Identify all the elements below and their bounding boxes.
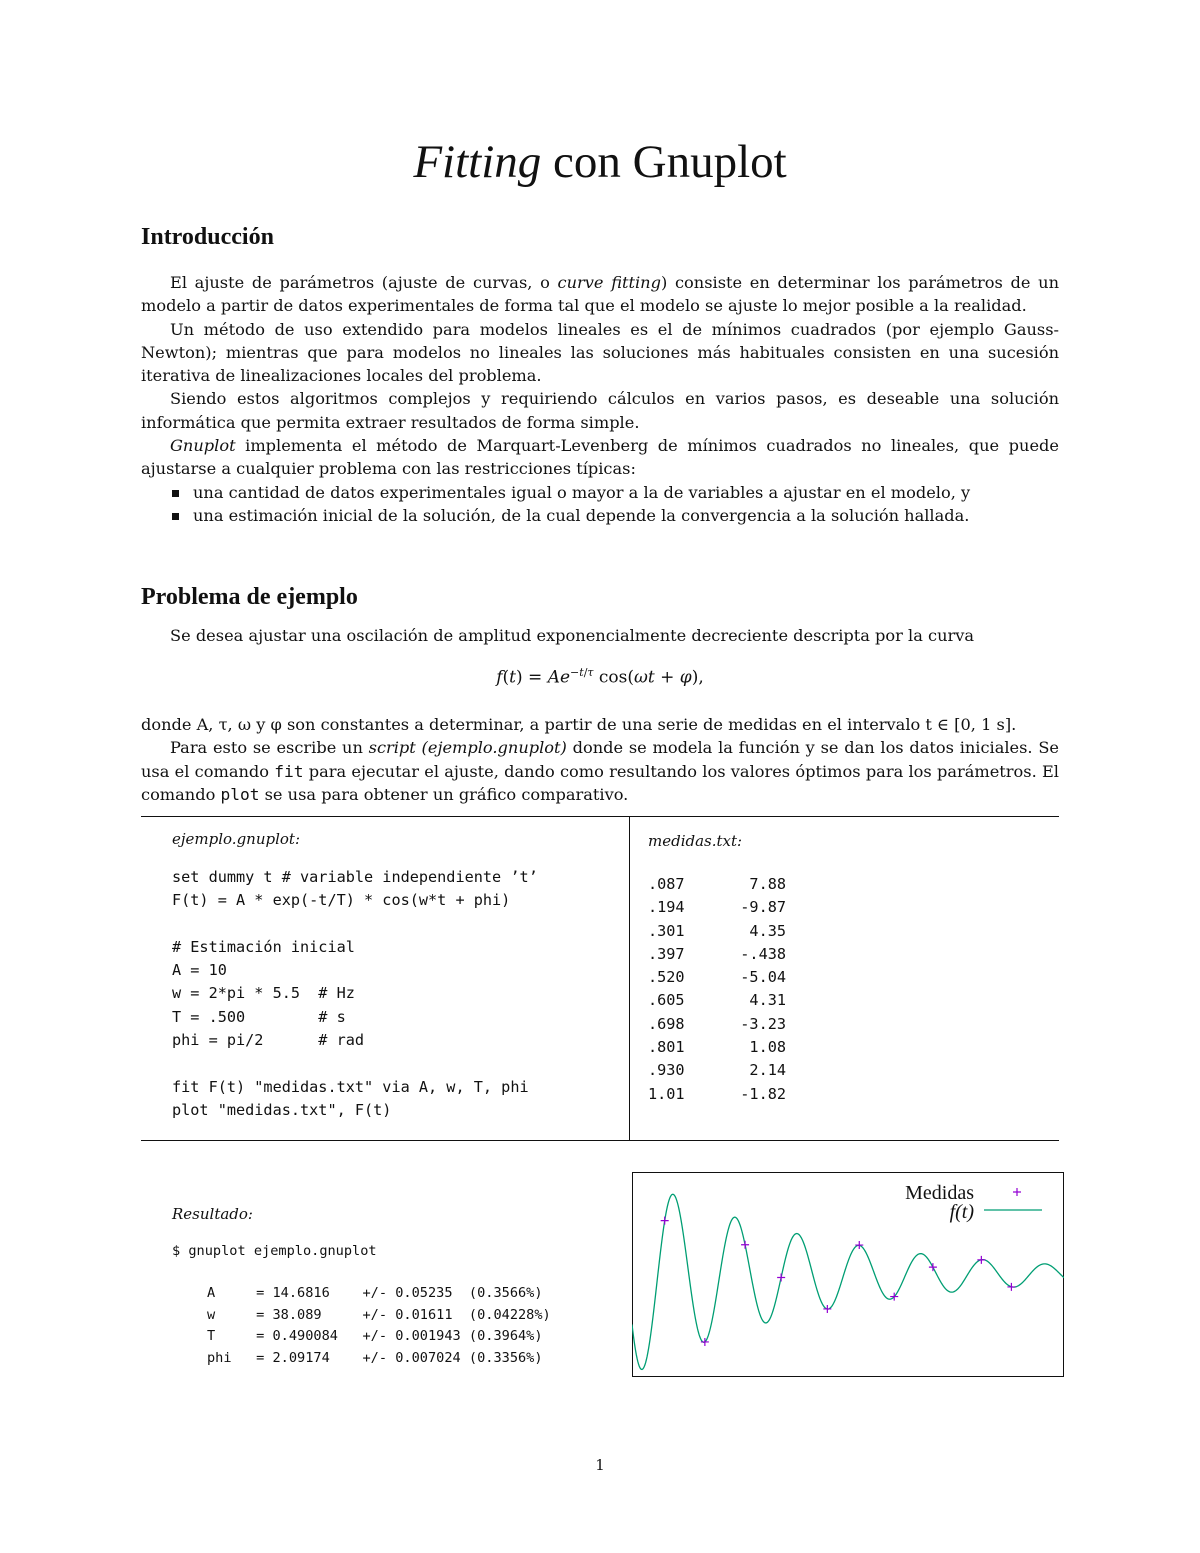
value-cell: 4.35 — [749, 921, 786, 940]
bullet-item: una estimación inicial de la solución, de la cual depende la convergencia a la solución hallada. — [141, 504, 1059, 527]
value-cell: 2.14 — [749, 1061, 786, 1080]
example-paragraph-3: Para esto se escribe un script (ejemplo.gnuplot) donde se modela la función y se dan los datos iniciales. Se usa el comando fit para ejecutar el ajuste, dando como resultando los valores óptimos para los parámetros. El comando plot se usa para obtener un gráfico comparativo. — [141, 738, 1059, 804]
time-cell: .801 — [648, 1038, 685, 1057]
fit-chart — [632, 1172, 1064, 1377]
table-row — [648, 1083, 786, 1106]
intro-text — [141, 271, 1059, 527]
bullet-square-icon — [172, 490, 179, 497]
equation: $f(t) = Ae^{-t/\tau}$ cos(ωt + φ), — [496, 666, 704, 688]
value-cell: -3.23 — [740, 1014, 786, 1033]
intro-paragraph-3: Siendo estos algoritmos complejos y requiriendo cálculos en varios pasos, es deseable una solución informática que permita extraer resultados de forma simple. — [141, 389, 1059, 432]
intro-paragraph-2: Un método de uso extendido para modelos lineales es el de mínimos cuadrados (por ejemplo Gauss-Newton); mientras que para modelos no lineales las soluciones más habituales consisten en una sucesión iterativa de linealizaciones locales del problema. — [141, 319, 1059, 386]
data-point — [929, 1263, 937, 1271]
time-cell: .301 — [648, 921, 685, 940]
measurements-table — [648, 873, 786, 1106]
time-cell: .930 — [648, 1061, 685, 1080]
time-cell: .698 — [648, 1014, 685, 1033]
legend-marker-medidas — [1013, 1188, 1021, 1196]
time-cell: .605 — [648, 991, 685, 1010]
table-row — [648, 943, 786, 966]
data-point — [1007, 1283, 1015, 1291]
value-cell: -9.87 — [740, 898, 786, 917]
example-paragraph-2: donde A, τ, ω y φ son constantes a determinar, a partir de una serie de medidas en el intervalo t ∈ [0, 1 s]. — [141, 715, 1017, 734]
value-cell: 4.31 — [749, 991, 786, 1010]
table-row — [648, 1036, 786, 1059]
table-row — [648, 920, 786, 943]
data-point — [661, 1217, 669, 1225]
example-intro — [141, 624, 1059, 647]
time-cell: .087 — [648, 875, 685, 893]
table-row — [648, 966, 786, 989]
example-paragraph-1: Se desea ajustar una oscilación de amplitud exponencialmente decreciente descripta por la curva — [170, 626, 975, 645]
legend-label-ft: f(t) — [949, 1201, 974, 1223]
data-point — [823, 1305, 831, 1313]
time-cell: .194 — [648, 898, 685, 917]
time-cell: .397 — [648, 944, 685, 963]
bullet-item: una cantidad de datos experimentales igual o mayor a la de variables a ajustar en el modelo, y — [141, 481, 1059, 504]
script-code: set dummy t # variable independiente ’t’ F(t) = A * exp(-t/T) * cos(w*t + phi) # Estimación inicial A = 10 w = 2*pi * 5.5 # Hz T = .500 # s phi = pi/2 # rad fit F(t) "medidas.txt" via A, w, T, phi plot "medidas.txt", F(t) — [172, 868, 538, 1119]
table-bottom-rule — [141, 1140, 1059, 1141]
result-command: $ gnuplot ejemplo.gnuplot — [172, 1243, 377, 1259]
page-number: 1 — [595, 1456, 605, 1474]
table-top-rule — [141, 816, 1059, 817]
table-row — [648, 1013, 786, 1036]
value-cell: -.438 — [740, 944, 786, 963]
result-line: T = 0.490084 +/- 0.001943 (0.3964%) — [207, 1328, 543, 1344]
data-point — [701, 1338, 709, 1346]
intro-paragraph-1: El ajuste de parámetros (ajuste de curvas, o curve fitting) consiste en determinar los parámetros de un modelo a partir de datos experimentales de forma tal que el modelo se ajuste lo mejor posible a la realidad. — [141, 273, 1059, 316]
table-row — [648, 1059, 786, 1082]
intro-heading: Introducción — [141, 224, 274, 250]
legend-label-medidas: Medidas — [905, 1182, 974, 1204]
result-caption: Resultado: — [172, 1205, 253, 1223]
value-cell: -1.82 — [740, 1084, 786, 1103]
result-line: phi = 2.09174 +/- 0.007024 (0.3356%) — [207, 1349, 543, 1366]
time-cell: 1.01 — [648, 1084, 685, 1103]
intro-paragraph-4: Gnuplot implementa el método de Marquart-Levenberg de mínimos cuadrados no lineales, que puede ajustarse a cualquier problema con las restricciones típicas: — [141, 436, 1059, 479]
script-caption: ejemplo.gnuplot: — [172, 830, 300, 848]
value-cell: 1.08 — [749, 1038, 786, 1057]
result-line: w = 38.089 +/- 0.01611 (0.04228%) — [207, 1306, 551, 1323]
data-point — [977, 1256, 985, 1264]
table-row — [648, 896, 786, 919]
data-point — [777, 1273, 785, 1281]
value-cell: -5.04 — [740, 968, 786, 987]
result-output — [207, 1283, 551, 1369]
page-title: Fitting con Gnuplot — [413, 136, 787, 188]
data-point — [741, 1241, 749, 1249]
measurements-caption: medidas.txt: — [648, 832, 743, 850]
result-line: A = 14.6816 +/- 0.05235 (0.3566%) — [207, 1285, 543, 1301]
table-divider — [629, 816, 630, 1140]
example-heading: Problema de ejemplo — [141, 584, 358, 610]
example-text — [141, 713, 1059, 806]
value-cell: 7.88 — [749, 875, 786, 893]
fit-line — [632, 1194, 1064, 1369]
bullet-square-icon — [172, 513, 179, 520]
table-row — [648, 873, 786, 896]
time-cell: .520 — [648, 968, 685, 987]
table-row — [648, 989, 786, 1012]
